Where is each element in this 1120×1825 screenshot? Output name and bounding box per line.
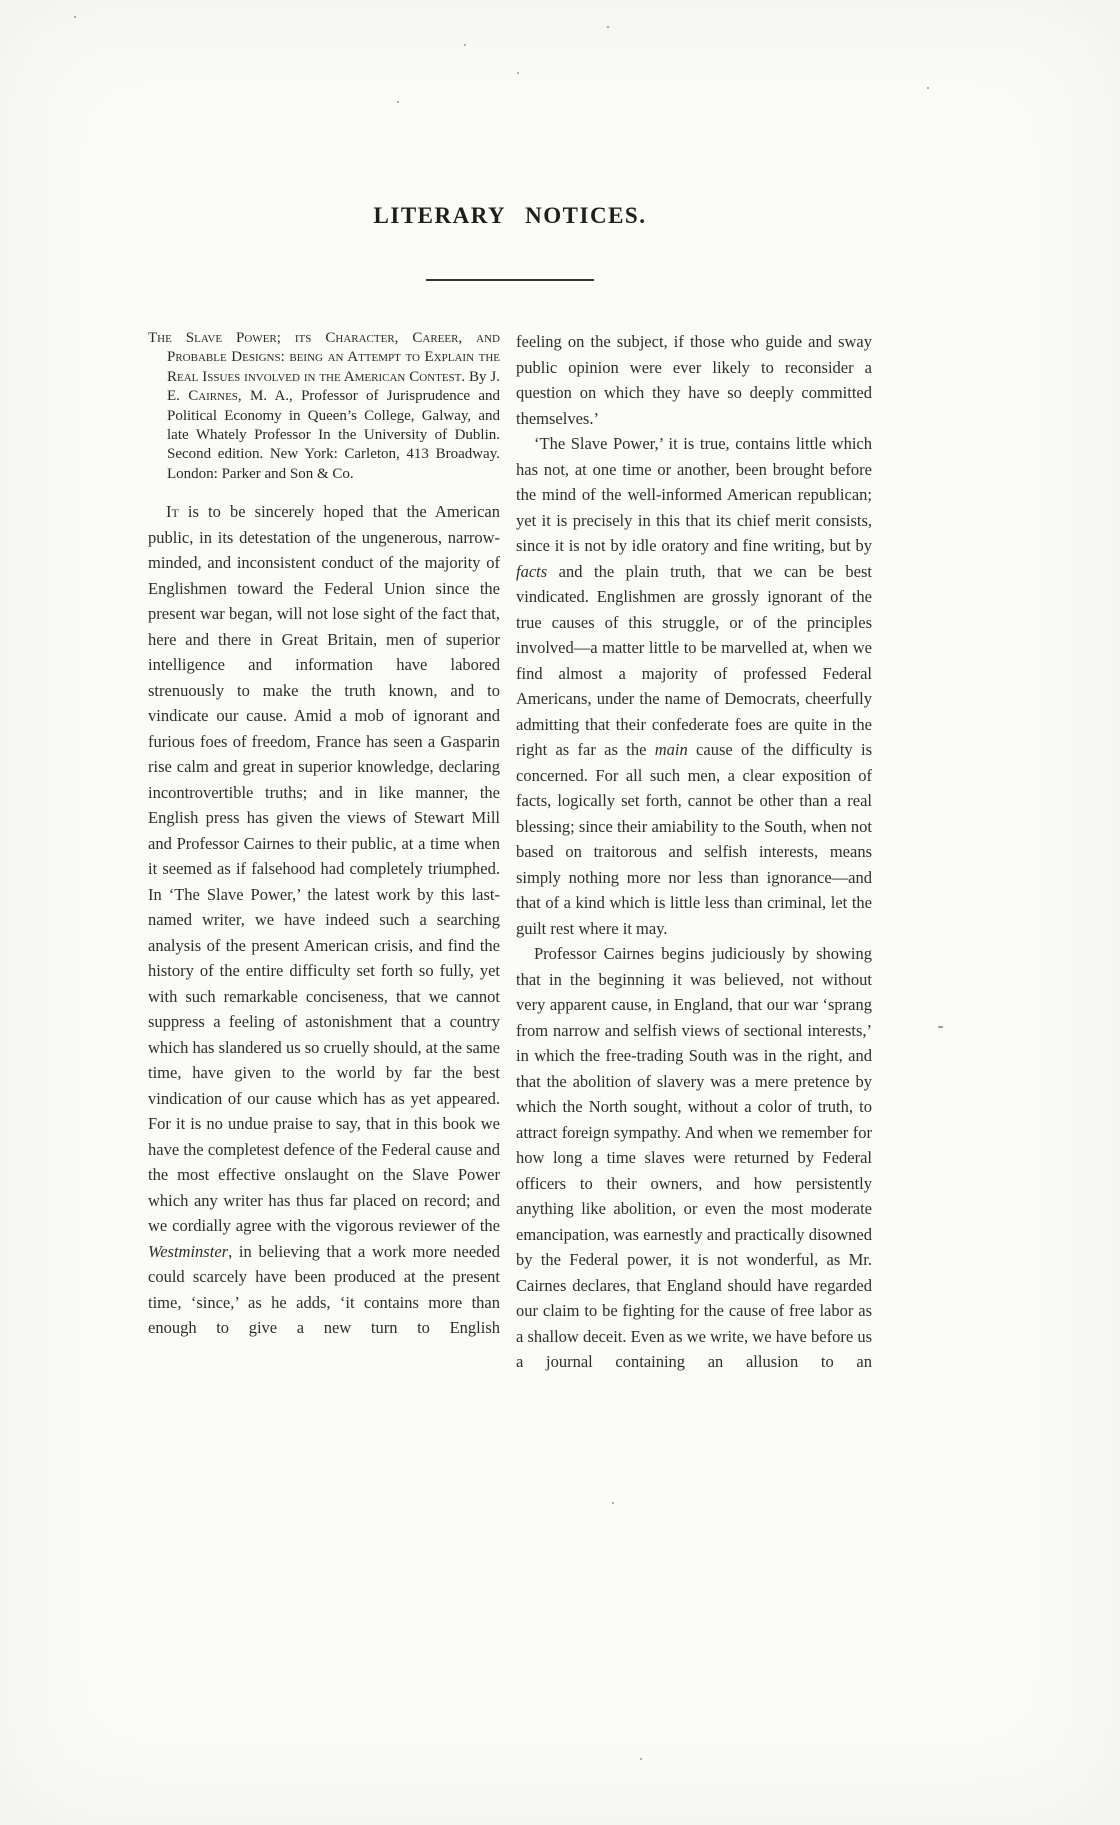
- left-column: [148, 329, 500, 1341]
- body-paragraph: ‘The Slave Power,’ it is true, contains little which has not, at one time or another, been brought before the mind of the well-informed American republican; yet it is precisely in this that its chief merit consists, since it is not by idle oratory and fine writing, but by facts and the plain truth, that we can be best vindicated. Englishmen are grossly ignorant of the true causes of this struggle, or of the principles involved—a matter little to be marvelled at, when we find almost a majority of professed Federal Americans, under the name of Democrats, cheerfully admitting that their confederate foes are quite in the right as far as the main cause of the difficulty is concerned. For all such men, a clear exposition of facts, logically set forth, cannot be other than a real blessing; since their amiability to the South, when not based on traitorous and selfish interests, means simply nothing more nor less than ignorance—and that of a kind which is little less than criminal, let the guilt rest where it may.: [516, 434, 872, 938]
- scan-speckle: [938, 1026, 943, 1028]
- page-title: LITERARY NOTICES.: [373, 203, 647, 228]
- body-paragraph: feeling on the subject, if those who guide and sway public opinion were ever likely to reconsider a question on which they have so deeply committed themselves.’: [516, 332, 872, 428]
- section-divider: [426, 279, 594, 281]
- scan-speckle: [927, 87, 929, 89]
- right-column: [516, 329, 872, 1375]
- scan-speckle: [612, 1502, 614, 1504]
- body-paragraph: It is to be sincerely hoped that the American public, in its detestation of the ungenerous, narrow-minded, and inconsistent conduct of the majority of Englishmen toward the Federal Union since the present war began, will not lose sight of the fact that, here and there in Great Britain, men of superior intelligence and information have labored strenuously to make the truth known, and to vindicate our cause. Amid a mob of ignorant and furious foes of freedom, France has seen a Gasparin rise calm and great in superior knowledge, declaring incontrovertible truths; and in like manner, the English press has given the views of Stewart Mill and Professor Cairnes to their public, at a time when it seemed as if falsehood had completely triumphed. In ‘The Slave Power,’ the latest work by this last-named writer, we have indeed such a searching analysis of the present American crisis, and find the history of the entire difficulty set forth so fully, yet with such remarkable conciseness, that we cannot suppress a feeling of astonishment that a country which has slandered us so cruelly should, at the same time, have given to the world by far the best vindication of our cause which has as yet appeared. For it is no undue praise to say, that in this book we have the completest defence of the Federal cause and the most effective onslaught on the Slave Power which any writer has thus far placed on record; and we cordially agree with the vigorous reviewer of the Westminster, in believing that a work more needed could scarcely have been produced at the present time, ‘since,’ as he adds, ‘it contains more than enough to give a new turn to English: [148, 502, 500, 1338]
- body-paragraph: Professor Cairnes begins judiciously by showing that in the beginning it was believed, not without very apparent cause, in England, that our war ‘sprang from narrow and selfish views of sectional interests,’ in which the free-trading South was in the right, and that the abolition of slavery was a mere pretence by which the North sought, without a color of truth, to attract foreign sympathy. And when we remember for how long a time slaves were returned by Federal officers to their owners, and how persistently anything like abolition, or even the most moderate emancipation, was earnestly and practically disowned by the Federal power, it is not wonderful, as Mr. Cairnes declares, that England should have regarded our claim to be fighting for the cause of free labor as a shallow deceit. Even as we write, we have before us a journal containing an allusion to an: [516, 944, 872, 1371]
- page-content: [148, 0, 872, 1375]
- scan-speckle: [74, 16, 76, 18]
- two-column-layout: [148, 329, 872, 1375]
- scan-speckle: [640, 1758, 642, 1760]
- book-citation: The Slave Power; its Character, Career, and Probable Designs: being an Attempt to Explain the Real Issues involved in the American Contest. By J. E. Cairnes, M. A., Professor of Jurisprudence and Political Economy in Queen’s College, Galway, and late Whately Professor In the University of Dublin. Second edition. New York: Carleton, 413 Broadway. London: Parker and Son & Co.: [148, 330, 500, 482]
